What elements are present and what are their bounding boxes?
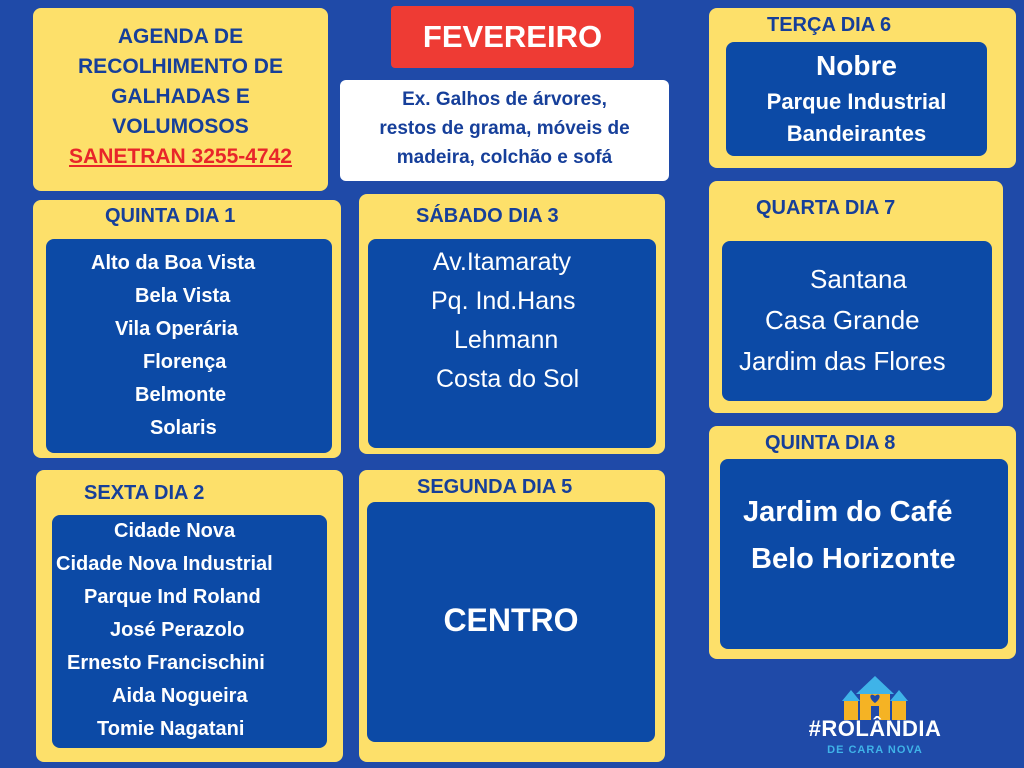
logo-tagline: DE CARA NOVA xyxy=(827,744,923,756)
title-line: AGENDA DE xyxy=(117,25,244,48)
day-label: SEGUNDA DIA 5 xyxy=(417,476,573,498)
card-thursday-1 xyxy=(33,200,341,458)
neighborhood: Bela Vista xyxy=(135,285,231,307)
neighborhood: Jardim do Café xyxy=(743,496,953,528)
neighborhood: Av.Itamaraty xyxy=(433,248,572,276)
title-line: VOLUMOSOS xyxy=(112,115,249,138)
neighborhood: Lehmann xyxy=(454,326,559,354)
day-label: TERÇA DIA 6 xyxy=(767,14,892,36)
neighborhood: Belo Horizonte xyxy=(751,543,956,575)
card-friday-2 xyxy=(36,470,343,762)
neighborhood-list xyxy=(726,42,987,156)
day-label: QUINTA DIA 1 xyxy=(105,205,236,227)
neighborhood: Aida Nogueira xyxy=(112,685,248,707)
neighborhood-list xyxy=(367,502,655,742)
neighborhood-list xyxy=(722,241,992,401)
neighborhood: Costa do Sol xyxy=(436,365,580,393)
neighborhood-list xyxy=(368,239,656,448)
neighborhood: Belmonte xyxy=(135,384,227,406)
example-line: madeira, colchão e sofá xyxy=(396,147,613,168)
neighborhood-list xyxy=(720,459,1008,649)
schedule-title-card xyxy=(33,8,328,191)
example-line: restos de grama, móveis de xyxy=(379,118,630,139)
card-saturday-3 xyxy=(359,194,665,454)
neighborhood: Pq. Ind.Hans xyxy=(431,287,576,315)
neighborhood: Vila Operária xyxy=(115,318,239,340)
day-label: QUINTA DIA 8 xyxy=(765,432,896,454)
title-line: RECOLHIMENTO DE xyxy=(78,55,283,78)
neighborhood: Florença xyxy=(143,351,227,373)
neighborhood: CENTRO xyxy=(443,602,579,638)
neighborhood: Parque Industrial xyxy=(766,89,947,114)
neighborhood: Cidade Nova Industrial xyxy=(56,553,273,575)
neighborhood: Jardim das Flores xyxy=(739,346,946,376)
logo-brand: #ROLÂNDIA xyxy=(808,716,942,741)
neighborhood-list xyxy=(46,239,332,453)
example-line: Ex. Galhos de árvores, xyxy=(402,89,607,110)
card-monday-5 xyxy=(359,470,665,762)
month-banner: FEVEREIRO xyxy=(391,6,634,68)
day-label: QUARTA DIA 7 xyxy=(756,197,896,219)
neighborhood: Alto da Boa Vista xyxy=(91,252,256,274)
day-label: SÁBADO DIA 3 xyxy=(416,205,559,227)
neighborhood: Ernesto Francischini xyxy=(67,652,265,674)
neighborhood: Nobre xyxy=(816,50,897,81)
rolandia-logo xyxy=(800,672,950,762)
phone-link[interactable]: SANETRAN 3255-4742 xyxy=(69,145,292,168)
example-note xyxy=(340,80,669,181)
neighborhood: Tomie Nagatani xyxy=(97,718,245,740)
house-icon xyxy=(840,672,910,722)
neighborhood: Solaris xyxy=(150,417,217,439)
neighborhood: José Perazolo xyxy=(110,619,245,641)
schedule-title xyxy=(33,22,328,172)
neighborhood: Bandeirantes xyxy=(786,121,927,146)
neighborhood: Cidade Nova xyxy=(114,520,236,542)
neighborhood: Parque Ind Roland xyxy=(84,586,261,608)
neighborhood-list xyxy=(52,515,327,748)
title-line: GALHADAS E xyxy=(111,85,250,108)
day-label: SEXTA DIA 2 xyxy=(84,482,205,504)
neighborhood: Casa Grande xyxy=(765,305,920,335)
card-thursday-8 xyxy=(709,426,1016,659)
card-tuesday-6 xyxy=(709,8,1016,168)
card-wednesday-7 xyxy=(709,181,1003,413)
neighborhood: Santana xyxy=(810,264,907,294)
